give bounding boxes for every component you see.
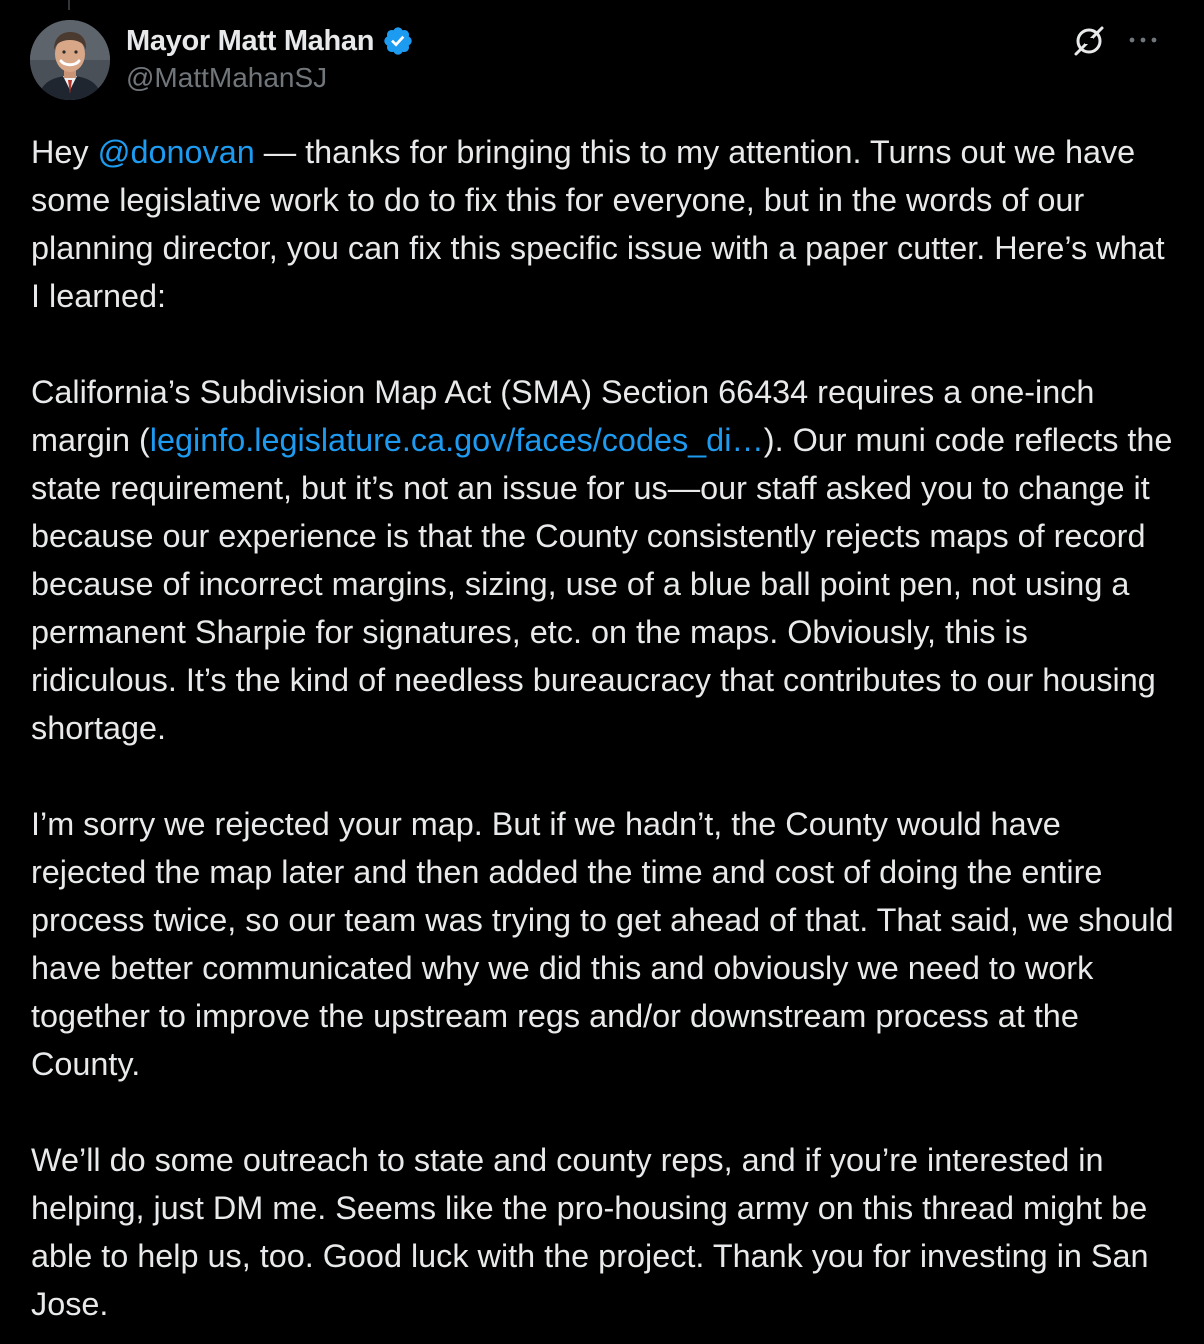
grok-icon[interactable] bbox=[1070, 22, 1108, 60]
verified-badge-icon[interactable] bbox=[382, 25, 414, 57]
more-options-icon[interactable] bbox=[1126, 30, 1160, 50]
tweet-paragraph-3: I’m sorry we rejected your map. But if we hadn’t, the County would have rejected the map later and then added the time and cost of doing the entire process twice, so our team was trying to get ahead of that. That said, we should have better communicated why we did this and obviously we need to work together to improve the upstream regs and/or downstream process at the County. bbox=[31, 806, 1174, 1082]
author-display-name[interactable]: Mayor Matt Mahan bbox=[126, 24, 375, 57]
author-handle[interactable]: @MattMahanSJ bbox=[126, 62, 328, 93]
tweet-paragraph-1 bbox=[31, 128, 1181, 320]
avatar[interactable] bbox=[30, 20, 110, 100]
text-segment: Hey bbox=[31, 134, 98, 170]
text-segment: ). Our muni code reflects the state requirement, but it’s not an issue for us—our staff asked you to change it because our experience is that the County consistently rejects maps of record because of incorrect margins, sizing, use of a blue ball point pen, not using a permanent Sharpie for signatures, etc. on the maps. Obviously, this is ridiculous. It’s the kind of needless bureaucracy that contributes to our housing shortage. bbox=[31, 422, 1173, 746]
tweet-paragraph-2 bbox=[31, 368, 1181, 752]
mention-link-donovan[interactable]: @donovan bbox=[97, 134, 255, 170]
text-segment: — thanks for bringing this to my attention. Turns out we have some legislative work to do to fix this for everyone, but in the words of our planning director, you can fix this specific issue with a paper cutter. Here’s what I learned: bbox=[31, 134, 1165, 314]
tweet-body bbox=[31, 128, 1181, 1328]
thread-connector-line bbox=[68, 0, 70, 10]
text-segment: California’s Subdivision Map Act (SMA) Section 66434 requires a one-inch margin ( bbox=[31, 374, 1095, 458]
author-name-row[interactable] bbox=[126, 22, 414, 60]
tweet-paragraph-4: We’ll do some outreach to state and county reps, and if you’re interested in helping, just DM me. Seems like the pro-housing army on this thread might be able to help us, too. Good luck with the project. Thank you for investing in San Jose. bbox=[31, 1142, 1149, 1322]
profile-photo-icon bbox=[30, 20, 110, 100]
external-link-leginfo[interactable]: leginfo.legislature.ca.gov/faces/codes_di… bbox=[149, 422, 764, 458]
